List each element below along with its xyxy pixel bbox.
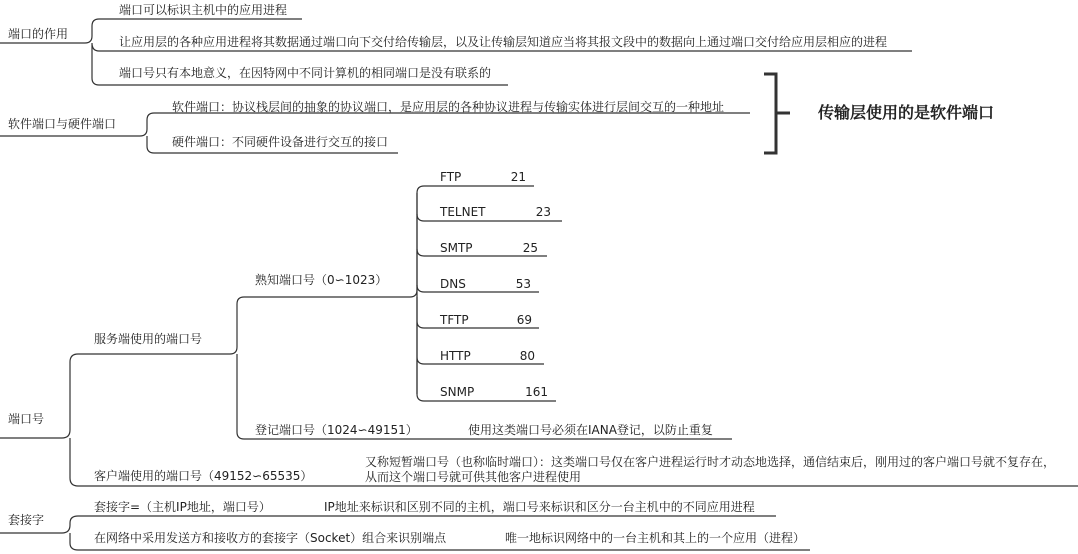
port-function-item: 让应用层的各种应用进程将其数据通过端口向下交付给传输层，以及让传输层知道应当将其报文段中的数据向上通过端口交付给应用层相应的进程 — [119, 35, 888, 49]
port-function-label: 端口的作用 — [8, 27, 69, 41]
client-port-note-line1: 又称短暂端口号（也称临时端口）：这类端口号仅在客户进程运行时才动态地选择，通信结束后，刚用过的客户端口号就不复存在， — [365, 455, 1056, 469]
port-number-value: 80 — [519, 349, 535, 363]
registered-port-label: 登记端口号（1024∽49151） — [255, 423, 418, 437]
client-port-label: 客户端使用的端口号（49152∽65535） — [94, 469, 313, 483]
port-number-value: 25 — [522, 241, 538, 255]
port-protocol-name: SNMP — [440, 385, 475, 399]
socket-label: 套接字 — [8, 513, 45, 527]
port-protocol-name: SMTP — [440, 241, 473, 255]
port-protocol-name: FTP — [440, 170, 462, 184]
client-port-note-line2: 从而这个端口号就可供其他客户进程使用 — [365, 470, 582, 484]
server-port-label: 服务端使用的端口号 — [94, 332, 203, 346]
sw-hw-port-label: 软件端口与硬件端口 — [8, 117, 117, 131]
port-number-value: 23 — [535, 205, 551, 219]
port-protocol-name: TELNET — [440, 205, 486, 219]
well-known-port-label: 熟知端口号（0∽1023） — [255, 273, 388, 287]
port-protocol-name: HTTP — [440, 349, 471, 363]
socket-definition: 套接字=（主机IP地址，端口号） — [94, 500, 271, 514]
hardware-port-text: 硬件端口：不同硬件设备进行交互的接口 — [172, 135, 389, 149]
socket-usage: 在网络中采用发送方和接收方的套接字（Socket）组合来识别端点 — [94, 531, 447, 545]
socket-usage-note: 唯一地标识网络中的一台主机和其上的一个应用（进程） — [505, 531, 806, 545]
port-number-label: 端口号 — [8, 412, 45, 426]
software-port-text: 软件端口：协议栈层间的抽象的协议端口，是应用层的各种协议进程与传输实体进行层间交互的一种地址 — [172, 100, 725, 114]
port-protocol-name: DNS — [440, 277, 466, 291]
port-number-value: 53 — [515, 277, 531, 291]
socket-definition-note: IP地址来标识和区别不同的主机，端口号来标识和区分一台主机中的不同应用进程 — [324, 500, 755, 514]
port-number-value: 161 — [525, 385, 548, 399]
port-function-item: 端口号只有本地意义，在因特网中不同计算机的相同端口是没有联系的 — [119, 66, 492, 80]
port-number-value: 69 — [516, 313, 532, 327]
registered-port-note: 使用这类端口号必须在IANA登记，以防止重复 — [468, 423, 713, 437]
port-protocol-name: TFTP — [440, 313, 469, 327]
transport-layer-note: 传输层使用的是软件端口 — [818, 103, 995, 122]
port-number-value: 21 — [510, 170, 526, 184]
port-function-item: 端口可以标识主机中的应用进程 — [119, 3, 288, 17]
